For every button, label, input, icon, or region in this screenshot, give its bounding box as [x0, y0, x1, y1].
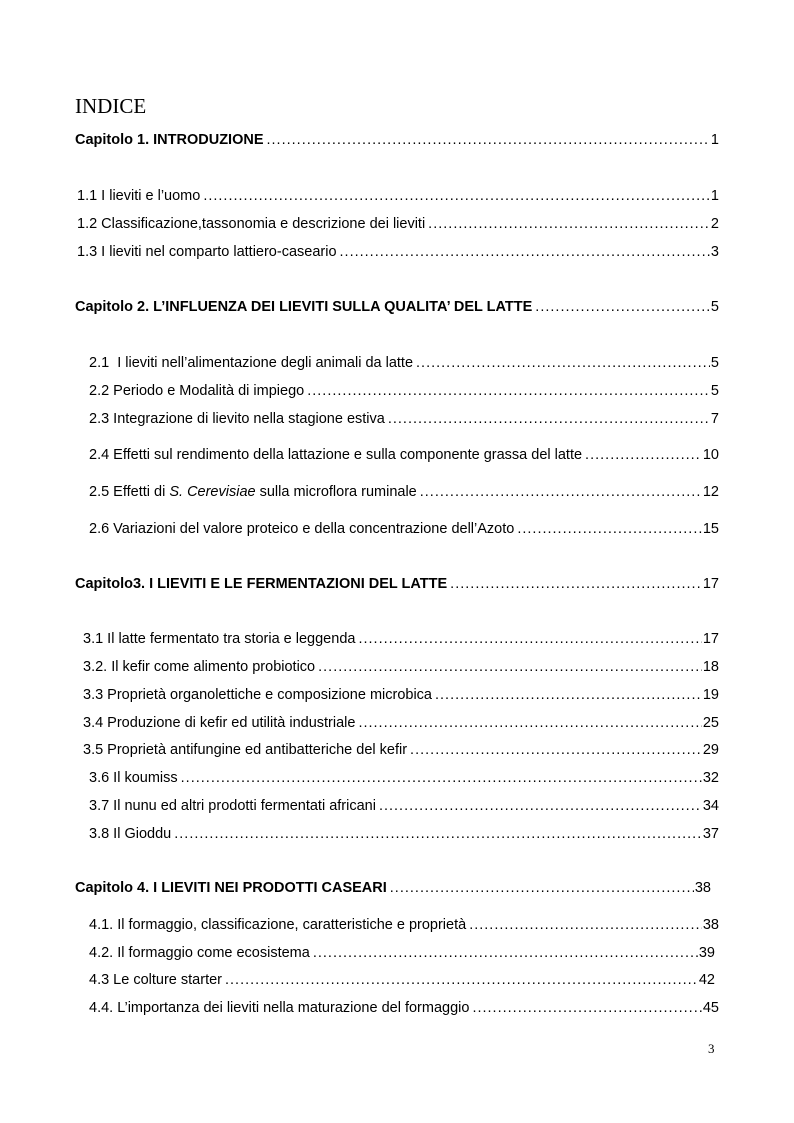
toc-entry-text: 3.7 Il nunu ed altri prodotti fermentati africani	[89, 798, 376, 814]
toc-page-number: 15	[702, 521, 719, 537]
toc-leader	[203, 185, 710, 207]
toc-page-number: 10	[702, 447, 719, 463]
toc-entry-text	[89, 481, 417, 503]
toc-entry-text: 2.3 Integrazione di lievito nella stagione estiva	[89, 411, 385, 427]
toc-leader	[318, 656, 702, 678]
toc-leader	[225, 969, 698, 991]
toc-entry-text-part: 2.5 Effetti di	[89, 484, 170, 500]
toc-leader	[307, 380, 710, 402]
toc-leader	[472, 997, 701, 1019]
toc-leader	[450, 573, 702, 595]
toc-entry-text-part: sulla microflora ruminale	[255, 484, 417, 500]
toc-entry-text: 3.4 Produzione di kefir ed utilità industriale	[83, 715, 356, 731]
toc-leader	[585, 444, 702, 466]
toc-entry	[89, 942, 715, 964]
toc-entry-text: Capitolo 2. L’INFLUENZA DEI LIEVITI SULLA QUALITA’ DEL LATTE	[75, 299, 533, 315]
toc-page-number: 17	[702, 631, 719, 647]
page-number: 3	[708, 1041, 715, 1056]
toc-page-number: 18	[702, 659, 719, 675]
toc-entry-text: 3.2. Il kefir come alimento probiotico	[83, 659, 316, 675]
toc-leader	[416, 352, 710, 374]
toc-entry-text: 3.3 Proprietà organolettiche e composizione microbica	[83, 687, 432, 703]
toc-page-number: 5	[710, 299, 719, 315]
toc-page-number: 5	[710, 383, 719, 399]
page-title: INDICE	[75, 94, 147, 118]
toc-page-number: 1	[710, 188, 719, 204]
toc-leader	[469, 914, 702, 936]
toc-page-number: 45	[702, 1000, 719, 1016]
toc-entry	[89, 969, 715, 991]
toc-entry	[83, 628, 719, 650]
toc-entry-text: 1.1 I lieviti e l’uomo	[77, 188, 201, 204]
toc-entry-text: 3.8 Il Gioddu	[89, 826, 172, 842]
toc-leader	[435, 684, 702, 706]
toc-entry-text: 2.1 I lieviti nell’alimentazione degli animali da latte	[89, 355, 414, 371]
toc-entry	[83, 684, 719, 706]
toc-leader	[313, 942, 698, 964]
toc-entry-text: 2.6 Variazioni del valore proteico e della concentrazione dell’Azoto	[89, 521, 515, 537]
toc-entry	[89, 795, 719, 817]
toc-entry	[89, 997, 719, 1019]
toc-entry	[77, 213, 719, 235]
toc-chapter	[75, 877, 711, 899]
toc-leader	[388, 408, 710, 430]
toc-page-number: 32	[702, 770, 719, 786]
toc-page-number: 19	[702, 687, 719, 703]
toc-entry-text: 4.2. Il formaggio come ecosistema	[89, 945, 310, 961]
toc-page-number: 3	[710, 244, 719, 260]
toc-page-number: 38	[694, 880, 711, 896]
toc-leader	[379, 795, 702, 817]
toc-entry	[77, 185, 719, 207]
toc-entry	[89, 352, 719, 374]
toc-chapter	[75, 573, 719, 595]
toc-chapter	[75, 129, 719, 151]
toc-page-number: 34	[702, 798, 719, 814]
toc-page-number: 12	[702, 484, 719, 500]
toc-page-number: 29	[702, 742, 719, 758]
toc-leader	[174, 823, 702, 845]
toc-page-number: 2	[710, 216, 719, 232]
toc-entry	[89, 914, 719, 936]
toc-leader	[410, 739, 702, 761]
toc-entry-text: 2.4 Effetti sul rendimento della lattazione e sulla componente grassa del latte	[89, 447, 583, 463]
toc-entry	[89, 767, 719, 789]
toc-leader	[428, 213, 710, 235]
toc-entry-text: Capitolo3. I LIEVITI E LE FERMENTAZIONI DEL LATTE	[75, 576, 448, 592]
toc-leader	[358, 628, 701, 650]
toc-entry	[89, 444, 719, 466]
toc-entry-text: Capitolo 4. I LIEVITI NEI PRODOTTI CASEARI	[75, 880, 387, 896]
toc-entry	[89, 408, 719, 430]
toc-page-number: 7	[710, 411, 719, 427]
toc-leader	[358, 712, 701, 734]
toc-entry-text: 3.1 Il latte fermentato tra storia e leggenda	[83, 631, 356, 647]
toc-entry-text: 3.6 Il koumiss	[89, 770, 178, 786]
toc-entry	[89, 518, 719, 540]
toc-entry	[89, 823, 719, 845]
toc-page-number: 17	[702, 576, 719, 592]
species-name: S. Cerevisiae	[169, 484, 256, 500]
toc-page-number: 42	[698, 972, 715, 988]
toc-leader	[267, 129, 710, 151]
toc-entry-text: 4.3 Le colture starter	[89, 972, 222, 988]
toc-page-number: 37	[702, 826, 719, 842]
toc-entry	[83, 712, 719, 734]
toc-chapter	[75, 296, 719, 318]
toc-leader	[420, 481, 702, 503]
toc-entry	[89, 380, 719, 402]
toc-entry-text: 1.2 Classificazione,tassonomia e descrizione dei lieviti	[77, 216, 426, 232]
toc-page-number: 1	[710, 132, 719, 148]
toc-page-number: 5	[710, 355, 719, 371]
toc-leader	[181, 767, 702, 789]
toc-page-number: 25	[702, 715, 719, 731]
toc-entry-text: 2.2 Periodo e Modalità di impiego	[89, 383, 305, 399]
toc-entry	[89, 481, 719, 503]
toc-page-number: 39	[698, 945, 715, 961]
toc-entry-text: 4.1. Il formaggio, classificazione, caratteristiche e proprietà	[89, 917, 467, 933]
toc-entry	[77, 241, 719, 263]
toc-entry	[83, 656, 719, 678]
toc-leader	[535, 296, 710, 318]
toc-entry	[83, 739, 719, 761]
toc-entry-text: Capitolo 1. INTRODUZIONE	[75, 132, 264, 148]
toc-entry-text: 4.4. L’importanza dei lieviti nella maturazione del formaggio	[89, 1000, 470, 1016]
toc-page-number: 38	[702, 917, 719, 933]
toc-entry-text: 1.3 I lieviti nel comparto lattiero-caseario	[77, 244, 337, 260]
toc-leader	[390, 877, 694, 899]
toc-leader	[517, 518, 702, 540]
toc-leader	[340, 241, 710, 263]
toc-entry-text: 3.5 Proprietà antifungine ed antibatteriche del kefir	[83, 742, 408, 758]
